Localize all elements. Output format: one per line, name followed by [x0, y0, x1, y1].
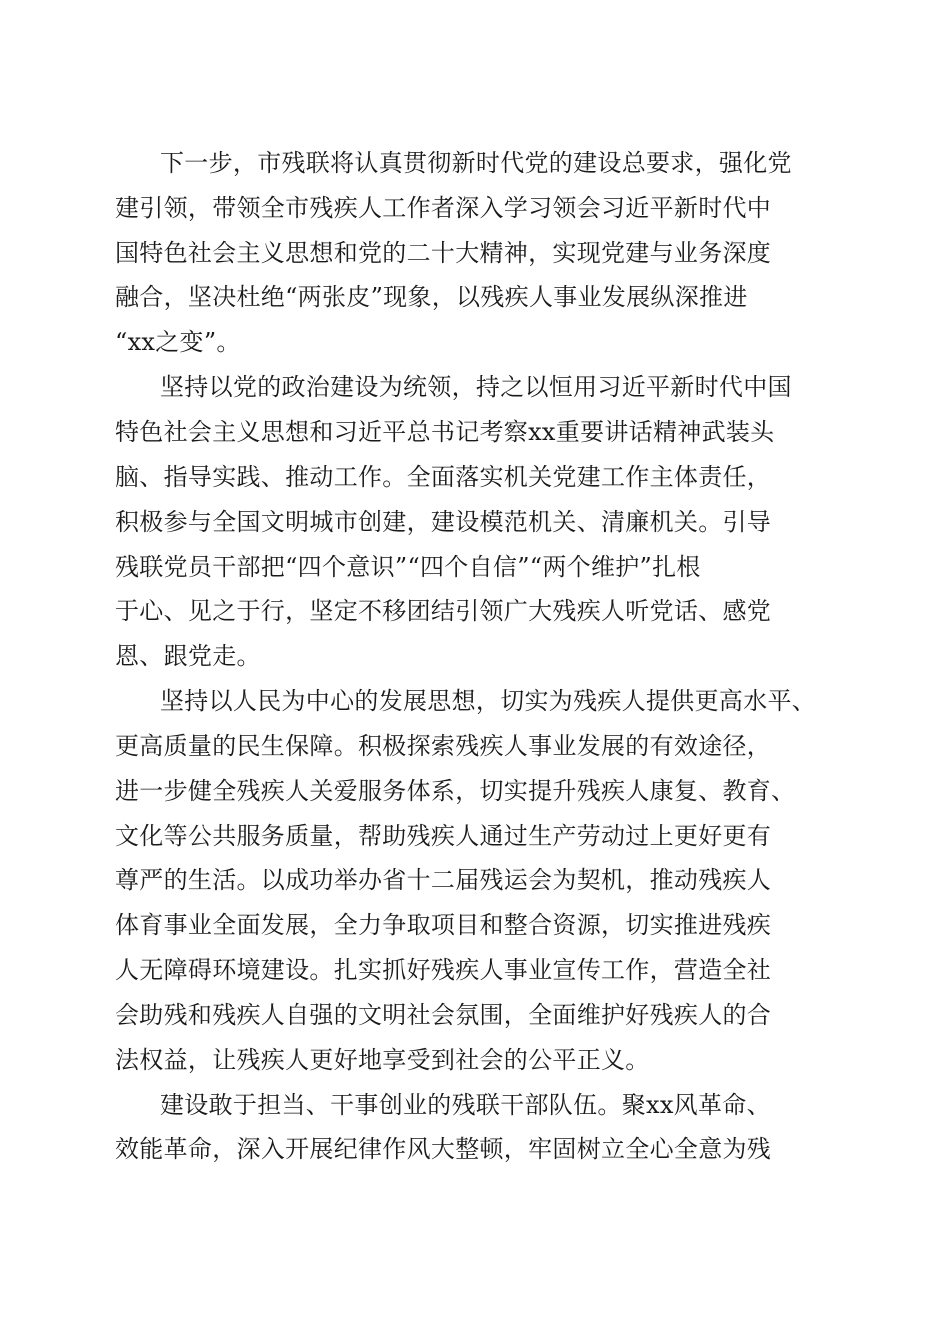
text-line: 特色社会主义思想和习近平总书记考察xx重要讲话精神武装头: [115, 418, 775, 446]
text-line: 会助残和残疾人自强的文明社会氛围，全面维护好残疾人的合: [115, 1001, 772, 1029]
text-line: 人无障碍环境建设。扎实抓好残疾人事业宣传工作，营造全社: [115, 956, 772, 984]
text-line: 尊严的生活。以成功举办省十二届残运会为契机，推动残疾人: [115, 866, 772, 894]
text-line: “xx之变”。: [115, 328, 241, 356]
text-line: 更高质量的民生保障。积极探索残疾人事业发展的有效途径，: [115, 732, 772, 760]
text-line: 建引领，带领全市残疾人工作者深入学习领会习近平新时代中: [115, 194, 772, 222]
text-line: 残联党员干部把“四个意识”“四个自信”“两个维护”扎根: [115, 553, 701, 581]
text-line: 法权益，让残疾人更好地享受到社会的公平正义。: [115, 1046, 650, 1074]
text-line: 进一步健全残疾人关爱服务体系，切实提升残疾人康复、教育、: [115, 777, 796, 805]
text-line: 融合，坚决杜绝“两张皮”现象，以残疾人事业发展纵深推进: [115, 283, 748, 311]
text-line: 坚持以人民为中心的发展思想，切实为残疾人提供更高水平、: [160, 687, 817, 715]
text-line: 效能革命，深入开展纪律作风大整顿，牢固树立全心全意为残: [115, 1135, 772, 1163]
text-line: 文化等公共服务质量，帮助残疾人通过生产劳动过上更好更有: [115, 822, 772, 850]
text-line: 下一步，市残联将认真贯彻新时代党的建设总要求，强化党: [160, 149, 792, 177]
text-line: 体育事业全面发展，全力争取项目和整合资源，切实推进残疾: [115, 911, 772, 939]
text-line: 坚持以党的政治建设为统领，持之以恒用习近平新时代中国: [160, 373, 792, 401]
text-line: 于心、见之于行，坚定不移团结引领广大残疾人听党话、感党: [115, 597, 772, 625]
text-line: 脑、指导实践、推动工作。全面落实机关党建工作主体责任，: [115, 463, 772, 491]
text-line: 建设敢于担当、干事创业的残联干部队伍。聚xx风革命、: [160, 1091, 771, 1119]
text-line: 国特色社会主义思想和党的二十大精神，实现党建与业务深度: [115, 239, 772, 267]
text-line: 恩、跟党走。: [115, 642, 261, 670]
text-line: 积极参与全国文明城市创建，建设模范机关、清廉机关。引导: [115, 508, 772, 536]
